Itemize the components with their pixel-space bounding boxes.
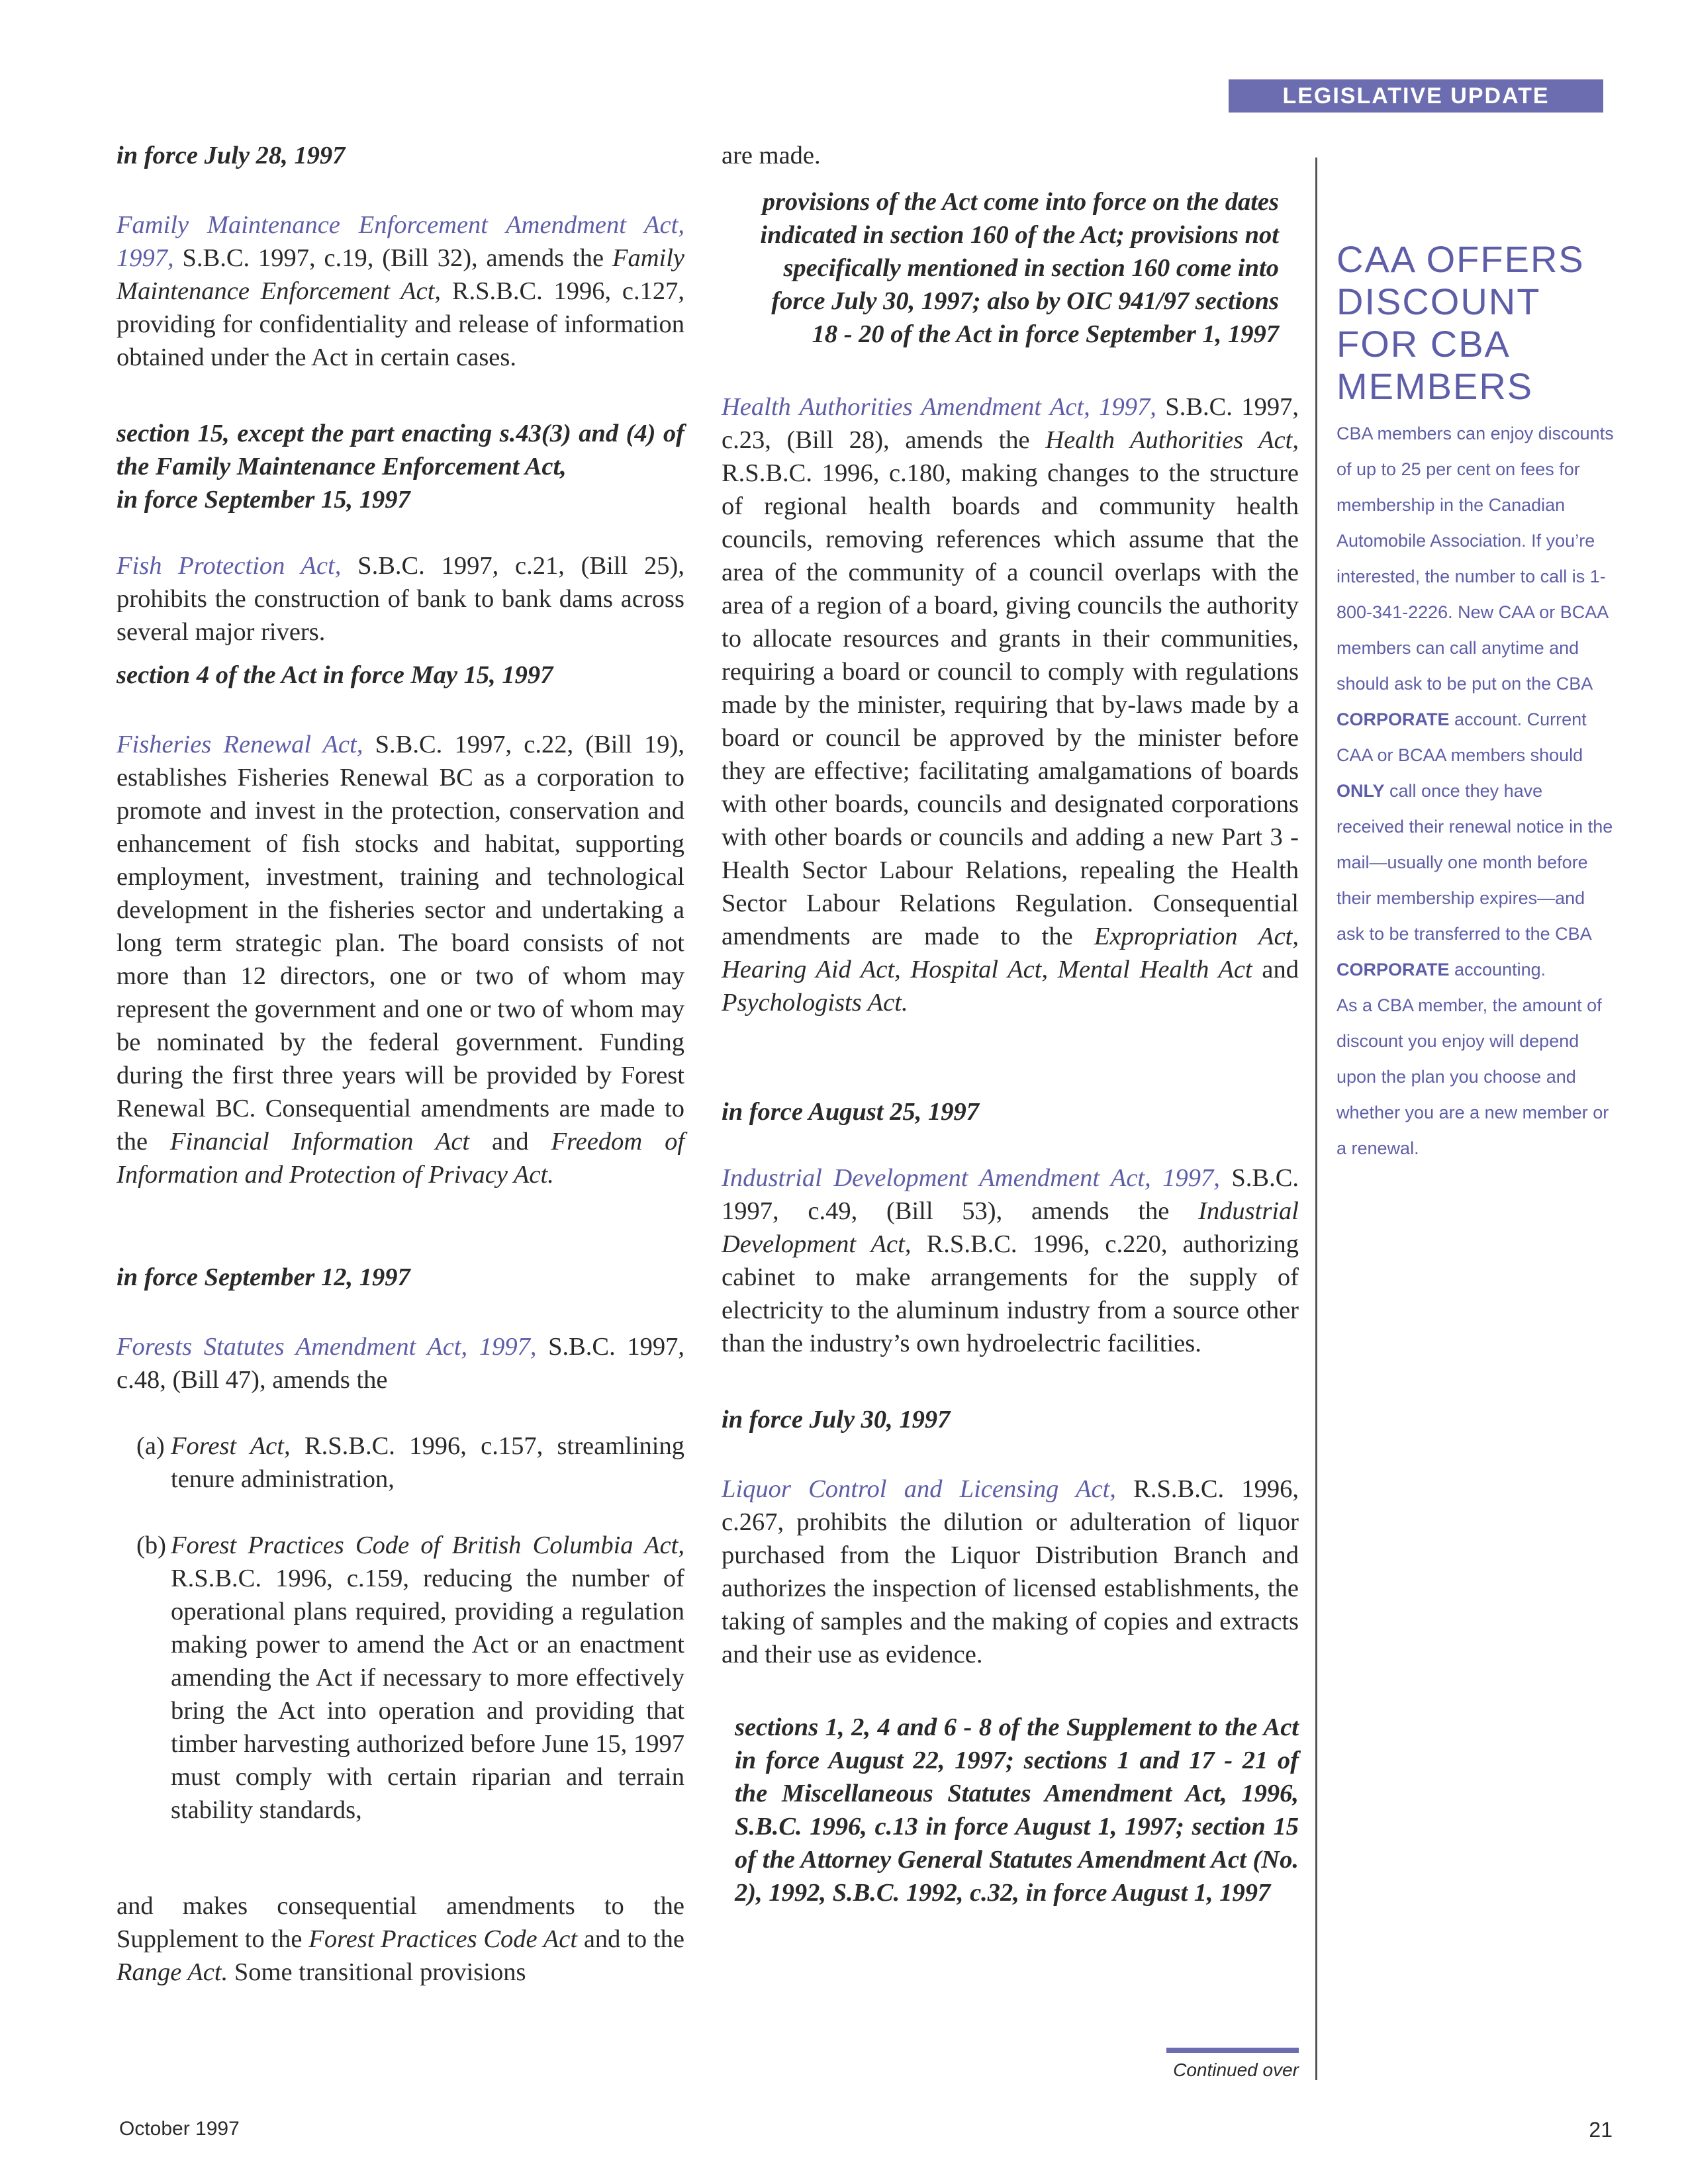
act-title: Fisheries Renewal Act,: [117, 731, 363, 758]
act-reference: Industrial Development Act,: [722, 1197, 1299, 1258]
entry-text: S.B.C. 1997, c.19, (Bill 32), amends the: [173, 244, 612, 272]
sidebar-notice: [1336, 238, 1615, 1166]
act-reference: Forest Practices Code of British Columbia Act,: [171, 1531, 684, 1559]
entry-text: and: [1252, 956, 1299, 983]
act-reference: Financial Information Act: [169, 1128, 470, 1156]
entry-text: S.B.C. 1997, c.22, (Bill 19), establishes Fisheries Renewal BC as a corporation to promote and invest in the protection, conservation and enhancement of fish stocks and habitat, supporting employment, investment, training and technological development in the fisheries sector and undertaking a long term strategic plan. The board consists of not more than 12 directors, one or two of whom may represent the government and one or two of whom may be nominated by the federal government. Funding during the first three years will be provided by Forest Renewal BC. Consequential amendments are made to the: [117, 731, 684, 1156]
entry-text: S.B.C. 1997, c.48, (Bill 47), amends the: [117, 1333, 684, 1394]
act-title: Liquor Control and Licensing Act,: [722, 1475, 1116, 1503]
emphasis-text: ONLY: [1336, 781, 1385, 801]
sidebar-paragraph: [1336, 416, 1615, 987]
entry-text: Some transitional provisions: [228, 1958, 526, 1986]
entry-text: R.S.B.C. 1996, c.157, streamlining tenure administration,: [171, 1432, 685, 1493]
entry-text: and: [469, 1128, 551, 1156]
footer-date: October 1997: [119, 2118, 240, 2140]
column-divider: [1315, 158, 1317, 2080]
in-force-note: in force September 12, 1997: [117, 1263, 410, 1291]
act-reference: Family Maintenance Enforcement Act,: [117, 244, 684, 305]
entry-text: R.S.B.C. 1996, c.127, providing for confidentiality and release of information obtained under the Act in certain cases.: [117, 277, 684, 371]
act-title: Forests Statutes Amendment Act, 1997,: [117, 1333, 537, 1361]
in-force-note: section 4 of the Act in force May 15, 1997: [117, 661, 553, 689]
list-item-a: [136, 1430, 684, 1496]
entry-text: R.S.B.C. 1996, c.220, authorizing cabinet to make arrangements for the supply of electricity to the aluminum industry from a source other than the industry’s own hydroelectric facilities.: [722, 1230, 1299, 1357]
in-force-note: in force September 15, 1997: [117, 486, 410, 514]
act-title: Family Maintenance Enforcement Amendment Act, 1997,: [117, 211, 684, 272]
act-reference: Expropriation Act, Hearing Aid Act, Hospital Act, Mental Health Act: [722, 923, 1299, 983]
act-reference: Forest Act,: [171, 1432, 291, 1460]
in-force-note: in force July 28, 1997: [117, 142, 346, 169]
entry-fish-protection: [117, 549, 684, 649]
emphasis-text: CORPORATE: [1336, 960, 1450, 979]
forests-tail-paragraph: [117, 1889, 684, 1989]
act-reference: Psychologists Act.: [722, 989, 908, 1017]
continued-text: are made.: [722, 142, 821, 169]
entry-fisheries-renewal: [117, 728, 684, 1191]
entry-text: and makes consequential amendments to the Supplement to the: [117, 1892, 684, 1953]
sidebar-paragraph: As a CBA member, the amount of discount you enjoy will depend upon the plan you choose and whether you are a new member or a renewal.: [1336, 995, 1609, 1158]
act-title: Health Authorities Amendment Act, 1997,: [722, 393, 1156, 421]
sidebar-text: account. Current CAA or BCAA members should: [1336, 709, 1587, 765]
list-label: (a): [136, 1432, 165, 1460]
entry-text: and to the: [577, 1925, 684, 1953]
entry-forests-statutes: [117, 1330, 684, 1396]
act-title: Industrial Development Amendment Act, 1997,: [722, 1164, 1220, 1192]
sidebar-text: accounting.: [1449, 960, 1546, 979]
sidebar-heading: CAA OFFERS DISCOUNT FOR CBA MEMBERS: [1336, 238, 1585, 407]
act-reference: Range Act.: [117, 1958, 228, 1986]
in-force-note: provisions of the Act come into force on the dates indicated in section 160 of the Act; provisions not specifically mentioned in section 160 come into force July 30, 1997; also by OIC 941/97 sections 18 - 20 of the Act in force September 1, 1997: [760, 188, 1279, 348]
entry-text: S.B.C. 1997, c.23, (Bill 28), amends the: [722, 393, 1299, 454]
in-force-note: in force July 30, 1997: [722, 1406, 951, 1433]
entry-industrial-development: [722, 1161, 1299, 1360]
act-title: Fish Protection Act,: [117, 552, 342, 580]
sidebar-text: CBA members can enjoy discounts of up to 25 per cent on fees for membership in the Canadian Automobile Association. If you’re interested, the number to call is 1-800-341-2226. New CAA or BCAA members can call anytime and should ask to be put on the CBA: [1336, 424, 1614, 694]
list-label: (b): [136, 1531, 166, 1559]
page-number: 21: [1589, 2118, 1613, 2142]
entry-family-maintenance: [117, 208, 684, 374]
section-header: LEGISLATIVE UPDATE: [1229, 79, 1603, 113]
in-force-note: section 15, except the part enacting s.43(3) and (4) of the Family Maintenance Enforcement Act,: [117, 420, 684, 480]
entry-text: R.S.B.C. 1996, c.267, prohibits the dilution or adulteration of liquor purchased from the Liquor Distribution Branch and authorizes the inspection of licensed establishments, the taking of samples and the making of copies and extracts and their use as evidence.: [722, 1475, 1299, 1668]
entry-health-authorities: [722, 390, 1299, 1019]
act-reference: Health Authorities Act,: [1045, 426, 1299, 454]
in-force-note: in force August 25, 1997: [722, 1098, 979, 1126]
sidebar-text: call once they have received their renewal notice in the mail—usually one month before their membership expires—and ask to be transferred to the CBA: [1336, 781, 1613, 944]
entry-text: S.B.C. 1997, c.21, (Bill 25), prohibits the construction of bank to bank dams across several major rivers.: [117, 552, 684, 646]
continued-rule: [1166, 2048, 1299, 2053]
entry-text: R.S.B.C. 1996, c.159, reducing the number of operational plans required, providing a regulation making power to amend the Act or an enactment amending the Act if necessary to more effectively bring the Act into operation and providing that timber harvesting authorized before June 15, 1997 must comply with certain riparian and terrain stability standards,: [171, 1565, 684, 1824]
continued-over-label: Continued over: [1173, 2060, 1299, 2080]
list-item-b: [136, 1529, 684, 1827]
in-force-note: sections 1, 2, 4 and 6 - 8 of the Supplement to the Act in force August 22, 1997; sections 1 and 17 - 21 of the Miscellaneous Statutes Amendment Act, 1996, S.B.C. 1996, c.13 in force August 1, 1997; section 15 of the Attorney General Statutes Amendment Act (No. 2), 1992, S.B.C. 1992, c.32, in force August 1, 1997: [735, 1713, 1299, 1907]
act-reference: Freedom of Information and Protection of Privacy Act.: [117, 1128, 685, 1189]
entry-text: R.S.B.C. 1996, c.180, making changes to the structure of regional health boards and community health councils, removing references which assume that the area of the community of a council overlaps with the area of a region of a board, giving councils the authority to allocate resources and grants in their communities, requiring a board or council to comply with regulations made by the minister, requiring that by-laws made by a board or council be approved by the minister before they are effective; facilitating amalgamations of boards with other boards, councils and designated corporations with other boards or councils and adding a new Part 3 - Health Sector Labour Relations, repealing the Health Sector Labour Relations Regulation. Consequential amendments are made to the: [722, 459, 1299, 950]
act-reference: Forest Practices Code Act: [308, 1925, 578, 1953]
emphasis-text: CORPORATE: [1336, 709, 1450, 729]
entry-text: S.B.C. 1997, c.49, (Bill 53), amends the: [722, 1164, 1299, 1225]
entry-liquor-control: [722, 1473, 1299, 1671]
